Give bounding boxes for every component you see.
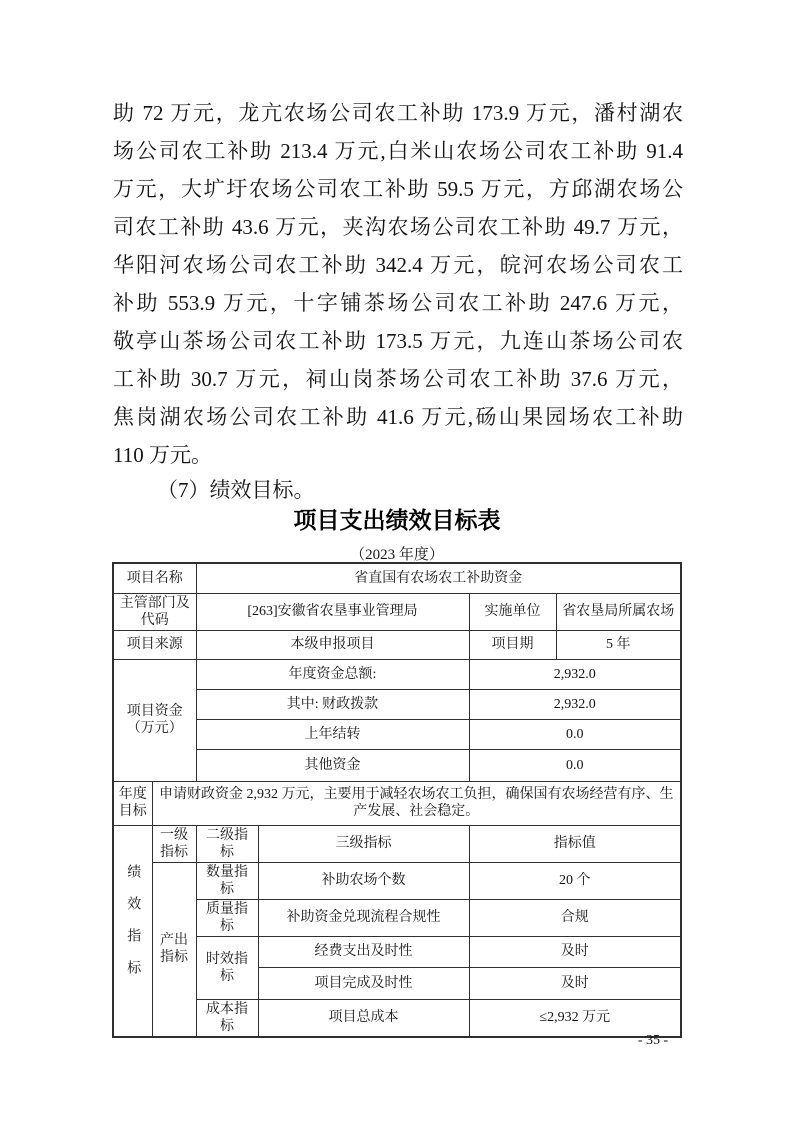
cell-funds-amount-other: 0.0: [469, 749, 681, 781]
cell-indicator-value-farm-count: 20 个: [469, 862, 681, 899]
paragraph-line: 万元，大圹圩农场公司农工补助 59.5 万元，方邱湖农场公: [113, 177, 683, 201]
cell-indicator-value-total-cost: ≤2,932 万元: [469, 999, 681, 1037]
cell-indicator-l3-spending-timeliness: 经费支出及时性: [258, 936, 469, 967]
cell-period-label: 项目期: [469, 630, 556, 659]
cell-impl-unit-label: 实施单位: [469, 593, 556, 630]
cell-funds-item-total: 年度资金总额:: [196, 659, 469, 689]
cell-level1-output: 产出指标: [152, 862, 196, 1037]
section-subheading: （7）绩效目标。: [157, 478, 315, 502]
page-number: - 35 -: [637, 1033, 669, 1048]
table-row: [113, 659, 681, 689]
paragraph-line: 华阳河农场公司农工补助 342.4 万元，皖河农场公司农工: [113, 253, 683, 277]
cell-indicator-value-spending-timeliness: 及时: [469, 936, 681, 967]
cell-funds-amount-total: 2,932.0: [469, 659, 681, 689]
paragraph-line: 场公司农工补助 213.4 万元,白米山农场公司农工补助 91.4: [113, 139, 683, 163]
paragraph-line: 助 72 万元，龙亢农场公司农工补助 173.9 万元，潘村湖农: [113, 101, 683, 125]
perf-indicator-vertical-text: 绩效指标: [125, 864, 141, 992]
paragraph-line: 司农工补助 43.6 万元，夹沟农场公司农工补助 49.7 万元，: [113, 215, 683, 239]
table-row: [113, 563, 681, 593]
cell-funds-item-other: 其他资金: [196, 749, 469, 781]
cell-indicator-value-compliance: 合规: [469, 899, 681, 936]
table-row: [113, 630, 681, 659]
paragraph-block: [113, 94, 683, 506]
performance-target-table: [112, 562, 682, 1038]
cell-perf-indicator-group-label: [113, 825, 152, 1037]
cell-header-level1: 一级指标: [152, 825, 196, 862]
cell-indicator-l3-compliance: 补助资金兑现流程合规性: [258, 899, 469, 936]
cell-indicator-l3-farm-count: 补助农场个数: [258, 862, 469, 899]
table-row: [113, 689, 681, 719]
funds-label-line1: 项目资金: [126, 704, 183, 719]
table-row: [113, 899, 681, 936]
cell-indicator-value-completion-timeliness: 及时: [469, 967, 681, 999]
cell-indicator-l3-completion-timeliness: 项目完成及时性: [258, 967, 469, 999]
cell-funds-amount-fiscal: 2,932.0: [469, 689, 681, 719]
table-row: [113, 862, 681, 899]
table-row: [113, 781, 681, 825]
table-title: 项目支出绩效目标表: [293, 507, 501, 533]
cell-indicator-l2-timeliness: 时效指标: [196, 936, 258, 999]
cell-project-name-label: 项目名称: [113, 563, 196, 593]
paragraph-line: 焦岗湖农场公司农工补助 41.6 万元,砀山果园场农工补助: [113, 405, 683, 429]
cell-indicator-l3-total-cost: 项目总成本: [258, 999, 469, 1037]
cell-annual-goal-label: 年度目标: [113, 781, 152, 825]
funds-label-line2: （万元）: [126, 721, 183, 736]
table-row: [113, 719, 681, 749]
table-row: [113, 749, 681, 781]
cell-period-value: 5 年: [556, 630, 681, 659]
paragraph-line: 工补助 30.7 万元，祠山岗茶场公司农工补助 37.6 万元，: [113, 367, 683, 391]
table-row: [113, 999, 681, 1037]
cell-indicator-l2-quantity: 数量指标: [196, 862, 258, 899]
cell-funds-amount-carryover: 0.0: [469, 719, 681, 749]
paragraph-line: 补助 553.9 万元，十字铺茶场公司农工补助 247.6 万元，: [113, 291, 683, 315]
table-row: [113, 936, 681, 967]
cell-indicator-l2-cost: 成本指标: [196, 999, 258, 1037]
cell-funds-item-carryover: 上年结转: [196, 719, 469, 749]
cell-header-level3: 三级指标: [258, 825, 469, 862]
table-subtitle: （2023 年度）: [350, 547, 444, 563]
cell-dept-label: 主管部门及代码: [113, 593, 196, 630]
cell-header-level2: 二级指标: [196, 825, 258, 862]
cell-indicator-l2-quality: 质量指标: [196, 899, 258, 936]
cell-impl-unit-value: 省农垦局所属农场: [556, 593, 681, 630]
cell-funds-item-fiscal: 其中: 财政拨款: [196, 689, 469, 719]
paragraph-line: 敬亭山茶场公司农工补助 173.5 万元，九连山茶场公司农: [113, 329, 683, 353]
cell-annual-goal-text: 申请财政资金 2,932 万元，主要用于减轻农场农工负担，确保国有农场经营有序、生产发展、社会稳定。: [152, 781, 681, 825]
table-row: [113, 593, 681, 630]
table-row: [113, 825, 681, 862]
cell-source-value: 本级申报项目: [196, 630, 469, 659]
paragraph-line: 110 万元。: [113, 443, 212, 467]
cell-project-name-value: 省直国有农场农工补助资金: [196, 563, 681, 593]
cell-funds-label: [113, 659, 196, 781]
cell-header-value: 指标值: [469, 825, 681, 862]
cell-dept-value: [263]安徽省农垦事业管理局: [196, 593, 469, 630]
cell-source-label: 项目来源: [113, 630, 196, 659]
